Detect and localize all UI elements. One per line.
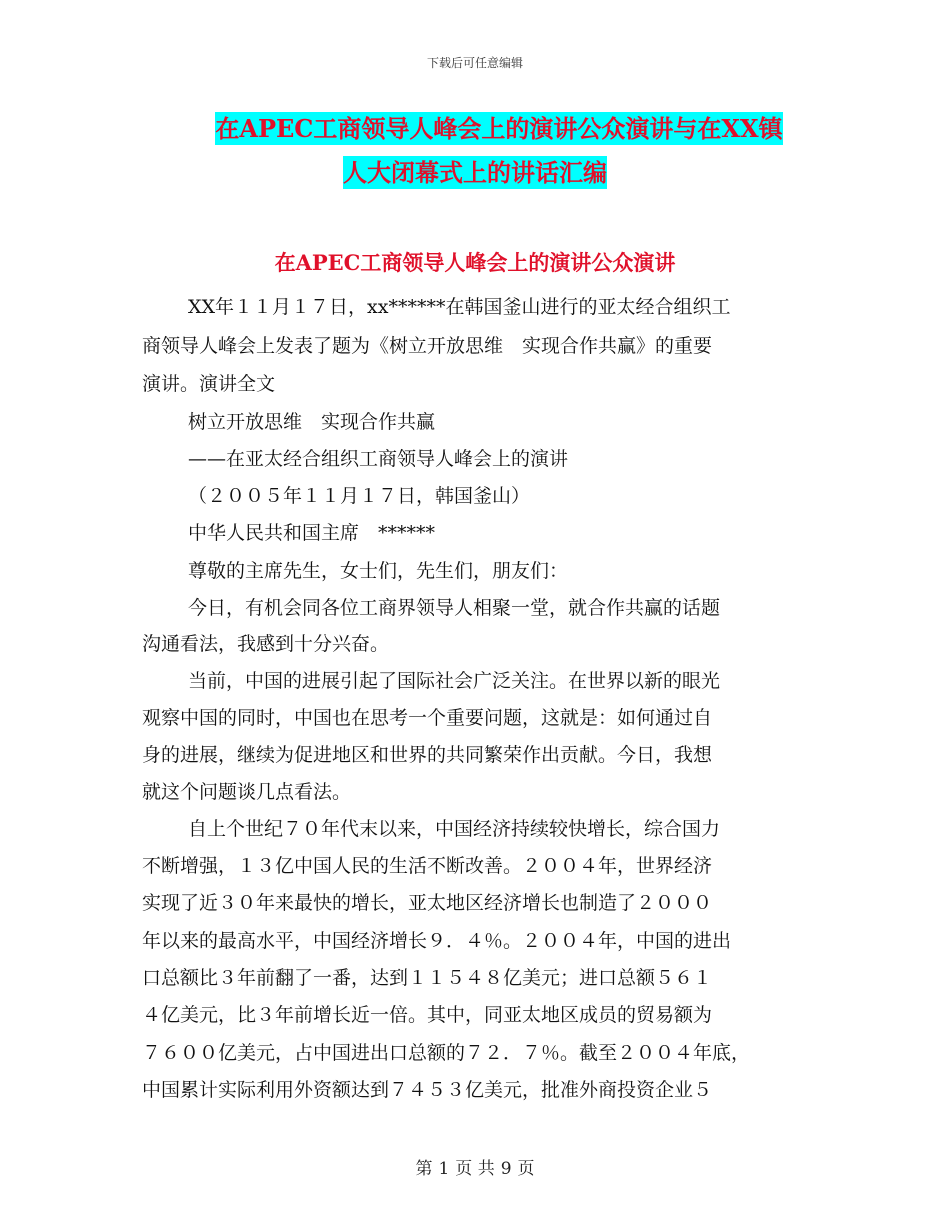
main-title-line-2 [0,156,950,190]
body-line: 就这个问题谈几点看法。 [142,781,352,803]
main-title-line-1 [24,112,950,146]
body-line: 身的进展，继续为促进地区和世界的共同繁荣作出贡献。今日，我想 [142,744,713,766]
footer-suffix: 页 [517,1159,535,1179]
body-line: 不断增强，１３亿中国人民的生活不断改善。２００４年，世界经济 [142,855,713,877]
body-line: 观察中国的同时，中国也在思考一个重要问题，这就是：如何通过自 [142,707,713,729]
body-line: ——在亚太经合组织工商领导人峰会上的演讲 [188,448,569,470]
body-line: 尊敬的主席先生，女士们，先生们，朋友们： [188,560,569,582]
body-line: 自上个世纪７０年代末以来，中国经济持续较快增长，综合国力 [188,818,721,840]
body-line: XX年１１月１７日，xx******在韩国釜山进行的亚太经合组织工 [188,296,731,318]
footer-page-number: 1 [438,1159,450,1179]
body-line: 今日，有机会同各位工商界领导人相聚一堂，就合作共赢的话题 [188,597,721,619]
footer-prefix: 第 [415,1159,433,1179]
body-line: 树立开放思维 实现合作共赢 [188,411,436,433]
section-title: 在APEC工商领导人峰会上的演讲公众演讲 [274,250,676,275]
body-line: 年以来的最高水平，中国经济增长９．４％。２００４年，中国的进出 [142,930,732,952]
page-footer [0,1154,950,1179]
main-title-text-2: 人大闭幕式上的讲话汇编 [343,158,607,187]
body-line: 中国累计实际利用外资额达到７４５３亿美元，批准外商投资企业５ [142,1079,713,1101]
body-line: ７６００亿美元，占中国进出口总额的７２．７％。截至２００４年底， [142,1042,751,1064]
footer-middle: 页 共 [455,1159,495,1179]
main-title-text-1: 在APEC工商领导人峰会上的演讲公众演讲与在XX镇 [215,114,783,143]
body-line: 沟通看法，我感到十分兴奋。 [142,633,390,655]
body-line: （２００５年１１月１７日，韩国釜山） [188,485,531,507]
header-note: 下载后可任意编辑 [426,56,523,70]
body-line: 当前，中国的进展引起了国际社会广泛关注。在世界以新的眼光 [188,670,721,692]
body-line: 中华人民共和国主席 ****** [188,522,436,544]
body-line: 演讲。演讲全文 [142,373,276,395]
body-line: 口总额比３年前翻了一番，达到１１５４８亿美元；进口总额５６１ [142,967,713,989]
body-line: 商领导人峰会上发表了题为《树立开放思维 实现合作共赢》的重要 [142,335,713,357]
body-line: ４亿美元，比３年前增长近一倍。其中，同亚太地区成员的贸易额为 [142,1004,713,1026]
body-line: 实现了近３０年来最快的增长，亚太地区经济增长也制造了２０００ [142,892,713,914]
footer-total-pages: 9 [500,1159,512,1179]
